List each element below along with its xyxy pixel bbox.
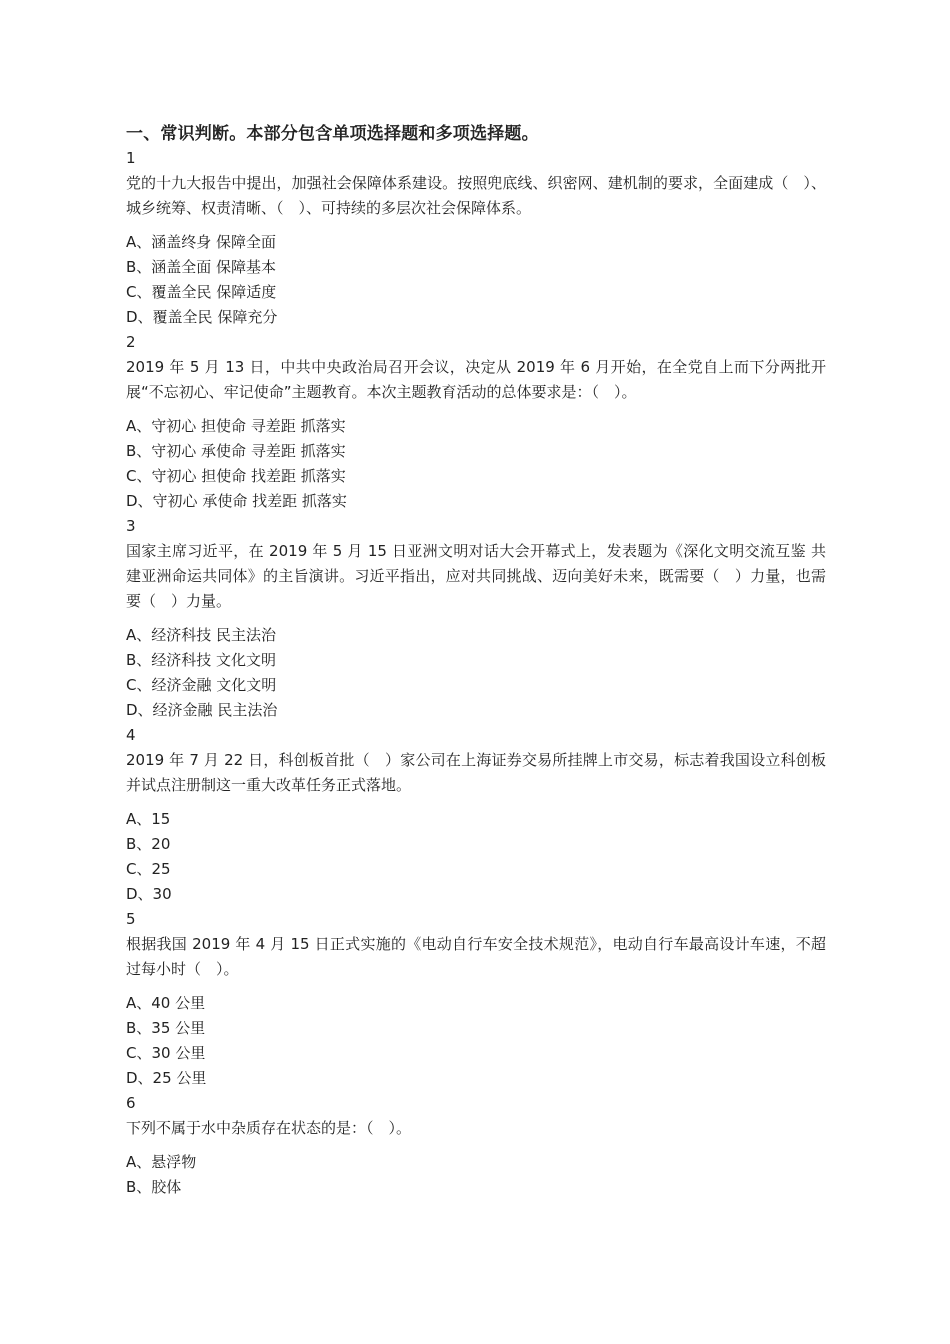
option-d: D、覆盖全民 保障充分	[126, 308, 278, 326]
option-a: A、15	[126, 810, 171, 828]
option-a: A、经济科技 民主法治	[126, 626, 277, 644]
question-2	[126, 330, 826, 514]
option-d: D、经济金融 民主法治	[126, 701, 278, 719]
question-number: 6	[126, 1094, 136, 1112]
option-b: B、经济科技 文化文明	[126, 651, 277, 669]
option-list	[126, 414, 826, 514]
question-5	[126, 907, 826, 1091]
option-d: D、30	[126, 885, 172, 903]
question-4	[126, 723, 826, 907]
option-d: D、守初心 承使命 找差距 抓落实	[126, 492, 347, 510]
option-list	[126, 807, 826, 907]
option-a: A、守初心 担使命 寻差距 抓落实	[126, 417, 346, 435]
question-number: 1	[126, 149, 136, 167]
question-stem: 根据我国 2019 年 4 月 15 日正式实施的《电动自行车安全技术规范》，电动自行车最高设计车速，不超过每小时（ ）。	[126, 935, 826, 978]
option-b: B、守初心 承使命 寻差距 抓落实	[126, 442, 346, 460]
document-page	[126, 122, 826, 1200]
option-list	[126, 230, 826, 330]
question-number: 3	[126, 517, 136, 535]
option-b: B、20	[126, 835, 171, 853]
question-stem: 2019 年 7 月 22 日，科创板首批（ ）家公司在上海证券交易所挂牌上市交易，标志着我国设立科创板并试点注册制这一重大改革任务正式落地。	[126, 751, 826, 794]
question-number: 4	[126, 726, 136, 744]
question-stem: 国家主席习近平，在 2019 年 5 月 15 日亚洲文明对话大会开幕式上，发表题为《深化文明交流互鉴 共建亚洲命运共同体》的主旨演讲。习近平指出，应对共同挑战、迈向美好未来，既需要（ ）力量，也需要（ ）力量。	[126, 542, 826, 610]
section-title: 一、常识判断。本部分包含单项选择题和多项选择题。	[126, 124, 539, 144]
option-c: C、覆盖全民 保障适度	[126, 283, 277, 301]
option-b: B、35 公里	[126, 1019, 206, 1037]
question-3	[126, 514, 826, 723]
option-list	[126, 623, 826, 723]
option-b: B、涵盖全面 保障基本	[126, 258, 277, 276]
option-c: C、30 公里	[126, 1044, 206, 1062]
question-number: 2	[126, 333, 136, 351]
question-stem: 2019 年 5 月 13 日，中共中央政治局召开会议，决定从 2019 年 6 月开始，在全党自上而下分两批开展“不忘初心、牢记使命”主题教育。本次主题教育活动的总体要求是：（ ）。	[126, 358, 826, 401]
option-c: C、经济金融 文化文明	[126, 676, 277, 694]
option-b: B、胶体	[126, 1178, 182, 1196]
option-a: A、涵盖终身 保障全面	[126, 233, 277, 251]
option-c: C、守初心 担使命 找差距 抓落实	[126, 467, 346, 485]
option-a: A、40 公里	[126, 994, 206, 1012]
question-number: 5	[126, 910, 136, 928]
option-list	[126, 1150, 826, 1200]
option-c: C、25	[126, 860, 171, 878]
question-1	[126, 146, 826, 330]
question-stem: 下列不属于水中杂质存在状态的是：（ ）。	[126, 1119, 412, 1137]
option-list	[126, 991, 826, 1091]
question-6	[126, 1091, 826, 1200]
option-d: D、25 公里	[126, 1069, 207, 1087]
question-stem: 党的十九大报告中提出，加强社会保障体系建设。按照兜底线、织密网、建机制的要求，全面建成（ ）、城乡统筹、权责清晰、（ ）、可持续的多层次社会保障体系。	[126, 174, 826, 217]
option-a: A、悬浮物	[126, 1153, 197, 1171]
